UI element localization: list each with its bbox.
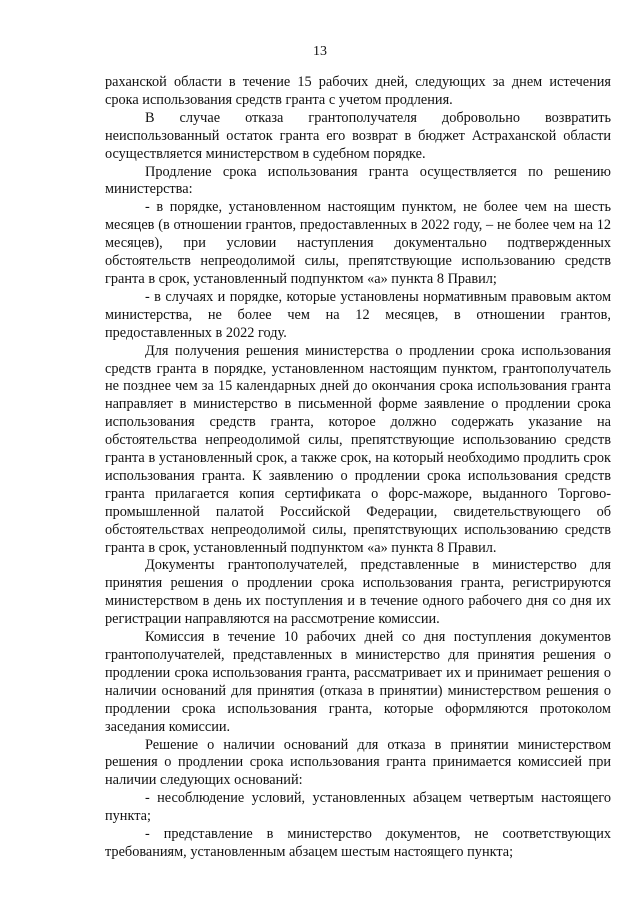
- document-body: [105, 74, 611, 862]
- list-item-extension-six-months: - в порядке, установленном настоящим пунктом, не более чем на шесть месяцев (в отношении грантов, предоставленных в 2022 году, – не более чем на 12 месяцев), при условии наступления документально подтвержденных обстоятельств непреодолимой силы, препятствующие использованию средств гранта в срок, установленный подпунктом «а» пункта 8 Правил;: [105, 199, 611, 287]
- paragraph-application-procedure: Для получения решения министерства о продлении срока использования средств гранта в порядке, установленном настоящим пунктом, грантополучатель не позднее чем за 15 календарных дней до окончания срока использования гранта направляет в министерство в письменной форме заявление о продлении срока использования средств гранта, которое должно содержать указание на обстоятельства непреодолимой силы, препятствующие использованию средств гранта в установленный срок, а также срок, на который необходимо продлить срок использования гранта. К заявлению о продлении срока использования средств гранта прилагается копия сертификата о форс-мажоре, выданного Торгово-промышленной палатой Российской Федерации, свидетельствующего об обстоятельствах непреодолимой силы, препятствующих использованию средств гранта в срок, установленный подпунктом «а» пункта 8 Правил.: [105, 342, 611, 556]
- list-item-extension-normative-act: - в случаях и порядке, которые установлены нормативным правовым актом министерства, не более чем на 12 месяцев, в отношении грантов, предоставленных в 2022 году.: [105, 288, 611, 341]
- list-item-ground-noncompliance: - несоблюдение условий, установленных абзацем четвертым настоящего пункта;: [105, 790, 611, 825]
- list-item-ground-documents: - представление в министерство документов, не соответствующих требованиям, установленным абзацем шестым настоящего пункта;: [105, 826, 611, 860]
- paragraph-commission-review: Комиссия в течение 10 рабочих дней со дня поступления документов грантополучателей, представленных в министерство для принятия решения о продлении срока использования гранта, рассматривает их и принимает решения о наличии оснований для принятия (отказа в принятии) министерством решения о продлении срока использования гранта, которые оформляются протоколом заседания комиссии.: [105, 629, 611, 735]
- paragraph-document-registration: Документы грантополучателей, представленные в министерство для принятия решения о продлении срока использования гранта, регистрируются министерством в день их поступления и в течение одного рабочего дня со дня их регистрации направляются на рассмотрение комиссии.: [105, 557, 611, 628]
- paragraph-continuation: раханской области в течение 15 рабочих дней, следующих за днем истечения срока использования средств гранта с учетом продления.: [105, 74, 611, 108]
- paragraph-extension-intro: Продление срока использования гранта осуществляется по решению министерства:: [105, 163, 611, 198]
- paragraph-refusal-grounds: Решение о наличии оснований для отказа в принятии министерством решения о продлении срока использования гранта принимается комиссией при наличии следующих оснований:: [105, 736, 611, 789]
- page-number: 13: [313, 44, 327, 59]
- paragraph-refusal-return: В случае отказа грантополучателя добровольно возвратить неиспользованный остаток гранта его возврат в бюджет Астраханской области осуществляется министерством в судебном порядке.: [105, 109, 611, 162]
